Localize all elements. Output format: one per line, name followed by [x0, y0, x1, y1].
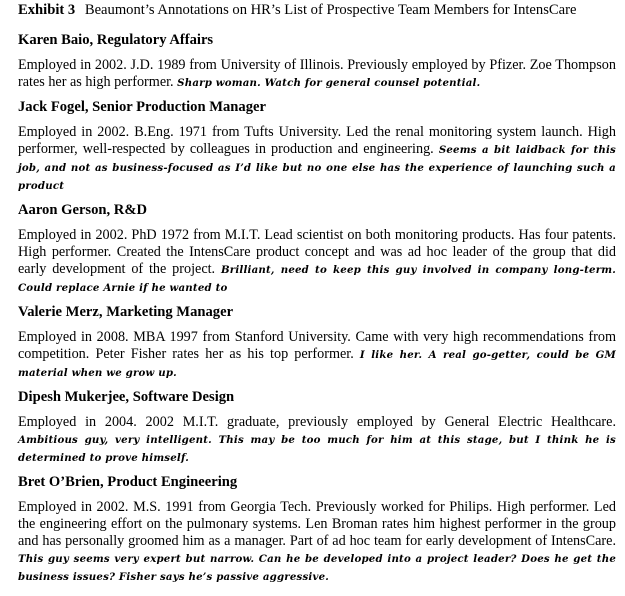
- member-hr-notes: Employed in 2002. M.S. 1991 from Georgia Tech. Previously worked for Philips. High performer. Led the engineering effort on the pulmonary systems. Len Broman rates him highest performer in the group and has personally groomed him as a manager. Part of ad hoc team for early development of IntensCare.: [18, 499, 616, 549]
- member-description: [18, 414, 616, 467]
- member-entry-gerson: [18, 201, 616, 297]
- member-hr-notes: Employed in 2008. MBA 1997 from Stanford University. Came with very high recommendations from competition. Peter Fisher rates her as his top performer.: [18, 329, 616, 362]
- member-entry-baio: [18, 31, 616, 92]
- exhibit-label: Exhibit 3: [18, 2, 76, 18]
- exhibit-heading-text: Beaumont’s Annotations on HR’s List of Prospective Team Members for IntensCare: [84, 2, 577, 18]
- member-hr-notes: Employed in 2004. 2002 M.I.T. graduate, previously employed by General Electric Healthcare.: [18, 414, 616, 430]
- member-name: Karen Baio, Regulatory Affairs: [18, 32, 214, 48]
- handwritten-annotation: Sharp woman. Watch for general counsel potential.: [177, 77, 481, 89]
- handwritten-annotation: I like her. A real go-getter, could be GM material when we grow up.: [18, 349, 616, 379]
- handwritten-annotation: Seems a bit laidback for this job, and not as business-focused as I’d like but no one else has the experience of launching such a product: [18, 144, 616, 192]
- member-name: Bret O’Brien, Product Engineering: [18, 474, 238, 490]
- member-name: Valerie Merz, Marketing Manager: [18, 304, 234, 320]
- member-hr-notes: Employed in 2002. J.D. 1989 from University of Illinois. Previously employed by Pfizer. Zoe Thompson rates her as high performer.: [18, 57, 616, 90]
- member-entry-mukerjee: [18, 388, 616, 467]
- member-entry-fogel: [18, 98, 616, 195]
- member-description: [18, 124, 616, 195]
- member-name: Dipesh Mukerjee, Software Design: [18, 389, 235, 405]
- member-description: [18, 499, 616, 586]
- handwritten-annotation: This guy seems very expert but narrow. Can he be developed into a project leader? Does he get the business issues? Fisher says he’s passive aggressive.: [18, 553, 616, 583]
- member-entry-obrien: [18, 473, 616, 586]
- member-hr-notes: Employed in 2002. PhD 1972 from M.I.T. Lead scientist on both monitoring products. Has four patents. High performer. Created the IntensCare product concept and was ad hoc leader of the group that did early development of the project.: [18, 227, 616, 277]
- member-description: [18, 57, 616, 92]
- member-description: [18, 227, 616, 297]
- handwritten-annotation: Ambitious guy, very intelligent. This may be too much for him at this stage, but I think he is determined to prove himself.: [18, 434, 616, 464]
- member-hr-notes: Employed in 2002. B.Eng. 1971 from Tufts University. Led the renal monitoring system launch. High performer, well-respected by colleagues in production and engineering.: [18, 124, 616, 157]
- member-entry-merz: [18, 303, 616, 382]
- exhibit-title: [18, 1, 616, 19]
- member-name: Jack Fogel, Senior Production Manager: [18, 99, 266, 115]
- member-description: [18, 329, 616, 382]
- member-name: Aaron Gerson, R&D: [18, 202, 148, 218]
- handwritten-annotation: Brilliant, need to keep this guy involved in company long-term. Could replace Arnie if he wanted to: [18, 264, 616, 294]
